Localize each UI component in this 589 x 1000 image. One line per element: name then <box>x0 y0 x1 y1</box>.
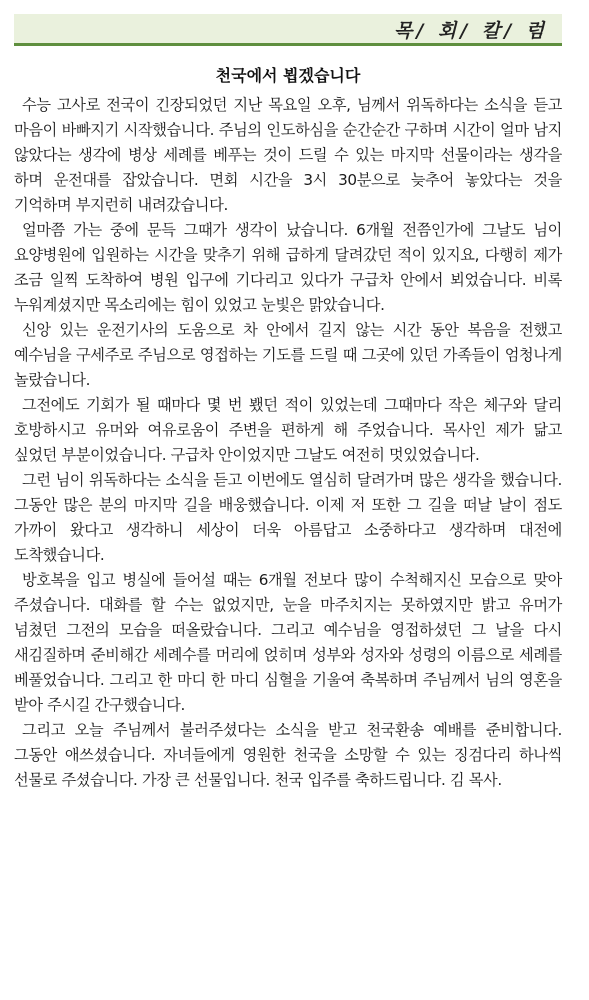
article-paragraph: 그전에도 기회가 될 때마다 몇 번 뵀던 적이 있었는데 그때마다 작은 체구와 달리 호방하시고 유머와 여유로움이 주변을 편하게 해 주었습니다. 목사인 제가 닮고 싶었던 부분이었습니다. 구급차 안이었지만 그날도 여전히 멋있었습니다. <box>14 396 562 464</box>
column-header-band <box>14 14 562 46</box>
article-title: 천국에서 뵙겠습니다 <box>215 66 361 85</box>
column-title: 목/ 회/ 칼/ 럼 <box>393 20 548 42</box>
article-paragraph: 신앙 있는 운전기사의 도움으로 차 안에서 길지 않는 시간 동안 복음을 전했고 예수님을 구세주로 주님으로 영접하는 기도를 드릴 때 그곳에 있던 가족들이 엄청나게 놀랐습니다. <box>14 321 562 389</box>
article <box>14 64 562 793</box>
article-paragraph: 그런 님이 위독하다는 소식을 듣고 이번에도 열심히 달려가며 많은 생각을 했습니다. 그동안 많은 분의 마지막 길을 배웅했습니다. 이제 저 또한 그 길을 떠날 날이 점도 가까이 왔다고 생각하니 세상이 더욱 아름답고 소중하다고 생각하며 대전에 도착했습니다. <box>14 471 562 564</box>
article-paragraph: 수능 고사로 전국이 긴장되었던 지난 목요일 오후, 님께서 위독하다는 소식을 듣고 마음이 바빠지기 시작했습니다. 주님의 인도하심을 순간순간 구하며 시간이 얼마 남지 않았다는 생각에 병상 세례를 베푸는 것이 드릴 수 있는 마지막 선물이라는 생각을 하며 운전대를 잡았습니다. 면회 시간을 3시 30분으로 늦추어 놓았다는 것을 기억하며 부지런히 내려갔습니다. <box>14 96 562 214</box>
article-paragraph: 그리고 오늘 주님께서 불러주셨다는 소식을 받고 천국환송 예배를 준비합니다. 그동안 애쓰셨습니다. 자녀들에게 영원한 천국을 소망할 수 있는 징검다리 하나씩 선물로 주셨습니다. 가장 큰 선물입니다. 천국 입주를 축하드립니다. 김 목사. <box>14 721 562 789</box>
article-paragraph: 방호복을 입고 병실에 들어설 때는 6개월 전보다 많이 수척해지신 모습으로 맞아 주셨습니다. 대화를 할 수는 없었지만, 눈을 마주치지는 못하였지만 밝고 유머가 넘쳤던 그전의 모습을 떠올랐습니다. 그리고 예수님을 영접하셨던 그 날을 다시 새김질하며 준비해간 세례수를 머리에 얹히며 성부와 성자와 성령의 이름으로 세례를 베풀었습니다. 그리고 한 마디 한 마디 심혈을 기울여 축복하며 주님께서 님의 영혼을 받아 주시길 간구했습니다. <box>14 571 562 714</box>
article-paragraph: 얼마쯤 가는 중에 문득 그때가 생각이 났습니다. 6개월 전쯤인가에 그날도 님이 요양병원에 입원하는 시간을 맞추기 위해 급하게 달려갔던 적이 있지요, 다행히 제가 조금 일찍 도착하여 병원 입구에 기다리고 있다가 구급차 안에서 뵈었습니다. 비록 누워계셨지만 목소리에는 힘이 있었고 눈빛은 맑았습니다. <box>14 221 562 314</box>
